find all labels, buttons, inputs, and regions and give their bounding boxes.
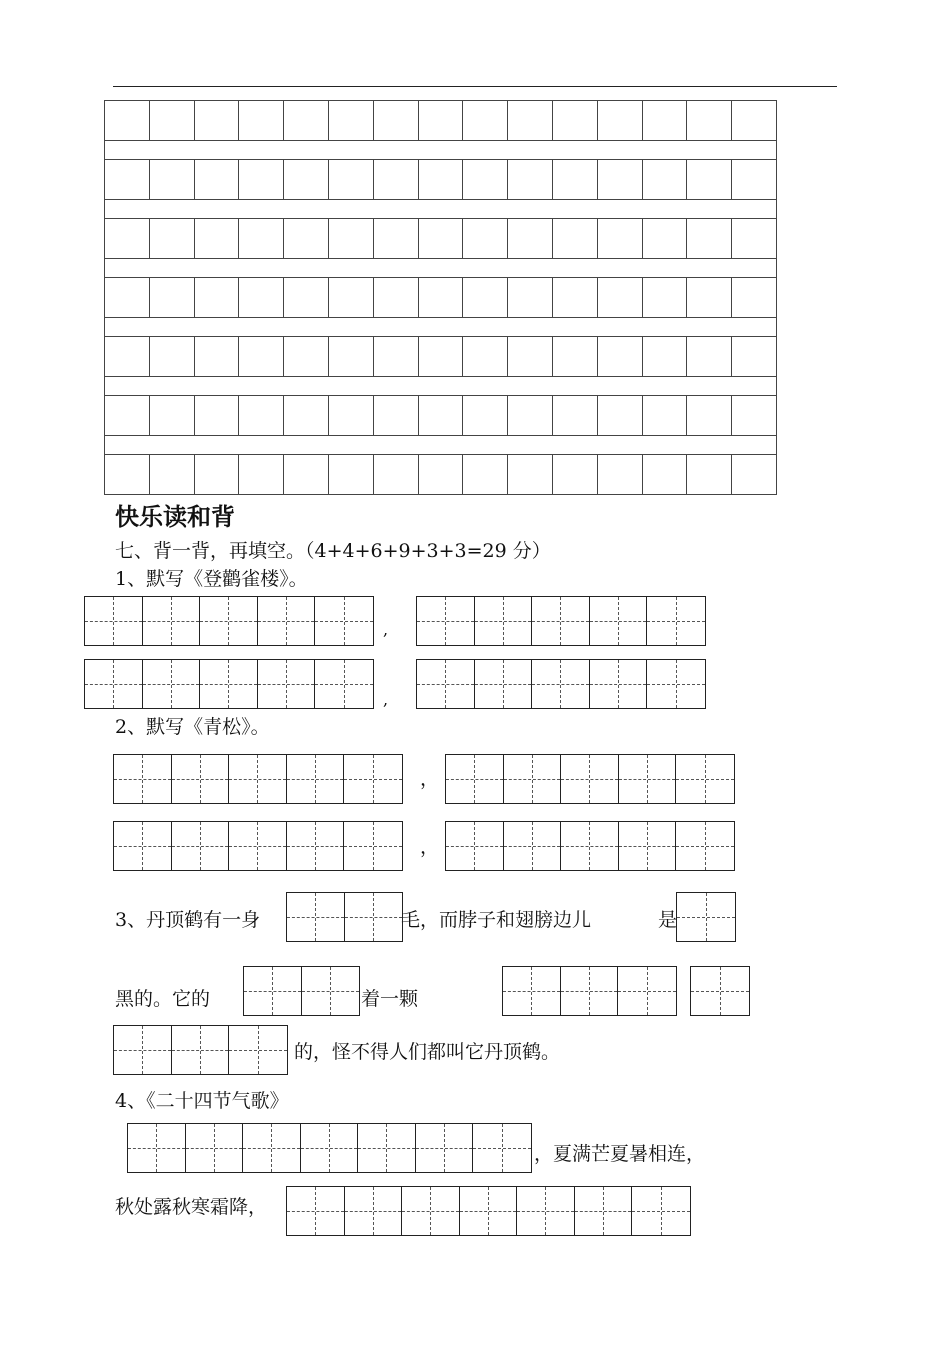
grid-cell[interactable] (553, 278, 598, 317)
q3-text-2: 毛，而脖子和翅膀边儿 (401, 909, 592, 931)
grid-cell[interactable] (329, 160, 374, 199)
answer-box-group[interactable] (286, 1186, 691, 1236)
tian-zi-ge-box[interactable] (229, 822, 287, 870)
grid-cell[interactable] (329, 396, 374, 435)
tian-zi-ge-box[interactable] (172, 822, 230, 870)
tian-zi-ge-box[interactable] (287, 822, 345, 870)
grid-cell[interactable] (687, 396, 732, 435)
grid-cell[interactable] (284, 101, 329, 140)
tian-zi-ge-box[interactable] (315, 660, 373, 708)
grid-cell[interactable] (419, 396, 464, 435)
grid-cell[interactable] (150, 101, 195, 140)
grid-cell[interactable] (329, 101, 374, 140)
tian-zi-ge-box[interactable] (200, 597, 258, 645)
q3-text-1: 3、丹顶鹤有一身 (115, 909, 261, 931)
tian-zi-ge-box[interactable] (503, 967, 561, 1015)
tian-zi-ge-box[interactable] (475, 660, 533, 708)
tian-zi-ge-box[interactable] (619, 822, 677, 870)
tian-zi-ge-box[interactable] (114, 1026, 172, 1074)
tian-zi-ge-box[interactable] (632, 1187, 690, 1235)
grid-cell[interactable] (598, 337, 643, 376)
grid-cell[interactable] (419, 455, 464, 494)
grid-spacer (104, 436, 777, 454)
grid-spacer (104, 141, 777, 159)
grid-cell[interactable] (687, 101, 732, 140)
tian-zi-ge-box[interactable] (590, 597, 648, 645)
tian-zi-ge-box[interactable] (172, 1026, 230, 1074)
answer-box-group[interactable] (84, 659, 374, 709)
grid-cell[interactable] (105, 101, 150, 140)
tian-zi-ge-box[interactable] (532, 597, 590, 645)
grid-cell[interactable] (195, 396, 240, 435)
grid-cell[interactable] (329, 337, 374, 376)
comma-mark: , (383, 620, 389, 639)
grid-cell[interactable] (687, 160, 732, 199)
tian-zi-ge-box[interactable] (473, 1124, 531, 1172)
grid-cell[interactable] (150, 337, 195, 376)
grid-cell[interactable] (687, 337, 732, 376)
grid-cell[interactable] (374, 337, 419, 376)
tian-zi-ge-box[interactable] (229, 1026, 287, 1074)
tian-zi-ge-box[interactable] (561, 967, 619, 1015)
q3-text-5: 着一颗 (361, 988, 419, 1010)
grid-cell[interactable] (105, 396, 150, 435)
tian-zi-ge-box[interactable] (114, 822, 172, 870)
q3-text-6: 的，怪不得人们都叫它丹顶鹤。 (294, 1041, 561, 1063)
tian-zi-ge-box[interactable] (446, 755, 504, 803)
grid-cell[interactable] (284, 337, 329, 376)
tian-zi-ge-box[interactable] (244, 967, 302, 1015)
q4-label: 4、《二十四节气歌》 (115, 1090, 289, 1112)
tian-zi-ge-box[interactable] (345, 893, 403, 941)
grid-cell[interactable] (553, 160, 598, 199)
tian-zi-ge-box[interactable] (475, 597, 533, 645)
grid-cell[interactable] (643, 455, 688, 494)
grid-cell[interactable] (329, 219, 374, 258)
grid-row (104, 336, 777, 377)
tian-zi-ge-box[interactable] (691, 967, 749, 1015)
grid-cell[interactable] (508, 396, 553, 435)
tian-zi-ge-box[interactable] (172, 755, 230, 803)
grid-cell[interactable] (105, 455, 150, 494)
tian-zi-ge-box[interactable] (287, 1187, 345, 1235)
q4-text-1: ，夏满芒夏暑相连， (534, 1143, 706, 1165)
tian-zi-ge-box[interactable] (114, 755, 172, 803)
comma-mark: ， (420, 836, 440, 858)
answer-box-group[interactable] (243, 966, 360, 1016)
grid-cell[interactable] (732, 396, 777, 435)
grid-cell[interactable] (553, 337, 598, 376)
grid-row (104, 218, 777, 259)
tian-zi-ge-box[interactable] (243, 1124, 301, 1172)
answer-box-group[interactable] (416, 596, 706, 646)
tian-zi-ge-box[interactable] (416, 1124, 474, 1172)
grid-cell[interactable] (732, 278, 777, 317)
header-rule (113, 86, 837, 87)
comma-mark: ， (420, 768, 440, 790)
grid-cell[interactable] (598, 219, 643, 258)
tian-zi-ge-box[interactable] (504, 822, 562, 870)
tian-zi-ge-box[interactable] (128, 1124, 186, 1172)
q2-label: 2、默写《青松》。 (115, 716, 270, 738)
grid-cell[interactable] (732, 455, 777, 494)
answer-box-group[interactable] (113, 1025, 288, 1075)
tian-zi-ge-box[interactable] (143, 597, 201, 645)
grid-spacer (104, 200, 777, 218)
grid-cell[interactable] (150, 278, 195, 317)
tian-zi-ge-box[interactable] (677, 893, 735, 941)
tian-zi-ge-box[interactable] (344, 822, 402, 870)
grid-cell[interactable] (643, 160, 688, 199)
tian-zi-ge-box[interactable] (402, 1187, 460, 1235)
q3-text-4: 黑的。它的 (115, 988, 211, 1010)
grid-cell[interactable] (419, 101, 464, 140)
tian-zi-ge-box[interactable] (532, 660, 590, 708)
grid-cell[interactable] (195, 337, 240, 376)
grid-cell[interactable] (463, 278, 508, 317)
grid-spacer (104, 377, 777, 395)
grid-row (104, 277, 777, 318)
grid-cell[interactable] (195, 455, 240, 494)
grid-cell[interactable] (239, 101, 284, 140)
grid-cell[interactable] (508, 101, 553, 140)
grid-cell[interactable] (419, 278, 464, 317)
grid-cell[interactable] (732, 101, 777, 140)
answer-box-group[interactable] (84, 596, 374, 646)
grid-cell[interactable] (150, 219, 195, 258)
tian-zi-ge-box[interactable] (186, 1124, 244, 1172)
grid-cell[interactable] (195, 278, 240, 317)
q1-label: 1、默写《登鹳雀楼》。 (115, 568, 308, 590)
grid-cell[interactable] (463, 160, 508, 199)
grid-cell[interactable] (643, 101, 688, 140)
grid-cell[interactable] (105, 160, 150, 199)
grid-cell[interactable] (687, 455, 732, 494)
grid-cell[interactable] (463, 337, 508, 376)
tian-zi-ge-box[interactable] (561, 755, 619, 803)
section-title: 快乐读和背 (115, 503, 235, 531)
answer-box-group[interactable] (113, 754, 403, 804)
grid-cell[interactable] (463, 396, 508, 435)
grid-cell[interactable] (687, 278, 732, 317)
grid-cell[interactable] (105, 278, 150, 317)
tian-zi-ge-box[interactable] (618, 967, 676, 1015)
answer-box-group[interactable] (502, 966, 677, 1016)
grid-cell[interactable] (284, 219, 329, 258)
grid-cell[interactable] (150, 455, 195, 494)
grid-cell[interactable] (687, 219, 732, 258)
tian-zi-ge-box[interactable] (417, 660, 475, 708)
tian-zi-ge-box[interactable] (575, 1187, 633, 1235)
comma-mark: , (383, 690, 389, 709)
grid-cell[interactable] (508, 337, 553, 376)
q3-text-3: 是 (658, 909, 678, 931)
grid-cell[interactable] (419, 219, 464, 258)
answer-box-group[interactable] (690, 966, 750, 1016)
grid-row (104, 395, 777, 436)
grid-spacer (104, 318, 777, 336)
grid-cell[interactable] (195, 160, 240, 199)
grid-cell[interactable] (239, 219, 284, 258)
answer-box-group[interactable] (676, 892, 736, 942)
grid-cell[interactable] (508, 455, 553, 494)
tian-zi-ge-box[interactable] (358, 1124, 416, 1172)
tian-zi-ge-box[interactable] (287, 755, 345, 803)
grid-cell[interactable] (598, 160, 643, 199)
grid-cell[interactable] (463, 219, 508, 258)
grid-row (104, 454, 777, 495)
grid-spacer (104, 259, 777, 277)
grid-cell[interactable] (239, 396, 284, 435)
grid-row (104, 100, 777, 141)
grid-cell[interactable] (374, 278, 419, 317)
grid-cell[interactable] (553, 219, 598, 258)
tian-zi-ge-box[interactable] (345, 1187, 403, 1235)
grid-cell[interactable] (284, 278, 329, 317)
grid-cell[interactable] (284, 160, 329, 199)
grid-cell[interactable] (284, 455, 329, 494)
grid-cell[interactable] (463, 455, 508, 494)
grid-cell[interactable] (374, 101, 419, 140)
tian-zi-ge-box[interactable] (561, 822, 619, 870)
tian-zi-ge-box[interactable] (590, 660, 648, 708)
grid-cell[interactable] (553, 101, 598, 140)
grid-cell[interactable] (598, 278, 643, 317)
grid-cell[interactable] (195, 101, 240, 140)
grid-cell[interactable] (374, 396, 419, 435)
grid-cell[interactable] (732, 337, 777, 376)
grid-cell[interactable] (374, 160, 419, 199)
tian-zi-ge-box[interactable] (143, 660, 201, 708)
tian-zi-ge-box[interactable] (344, 755, 402, 803)
grid-cell[interactable] (239, 160, 284, 199)
tian-zi-ge-box[interactable] (676, 755, 734, 803)
grid-cell[interactable] (643, 396, 688, 435)
grid-cell[interactable] (374, 219, 419, 258)
grid-cell[interactable] (195, 219, 240, 258)
answer-box-group[interactable] (445, 754, 735, 804)
tian-zi-ge-box[interactable] (301, 1124, 359, 1172)
grid-cell[interactable] (508, 219, 553, 258)
tian-zi-ge-box[interactable] (258, 660, 316, 708)
grid-cell[interactable] (643, 337, 688, 376)
grid-cell[interactable] (508, 278, 553, 317)
tian-zi-ge-box[interactable] (647, 597, 705, 645)
answer-box-group[interactable] (416, 659, 706, 709)
grid-cell[interactable] (239, 455, 284, 494)
grid-cell[interactable] (284, 396, 329, 435)
grid-cell[interactable] (105, 219, 150, 258)
tian-zi-ge-box[interactable] (200, 660, 258, 708)
grid-row (104, 159, 777, 200)
answer-box-group[interactable] (127, 1123, 532, 1173)
tian-zi-ge-box[interactable] (446, 822, 504, 870)
grid-cell[interactable] (374, 455, 419, 494)
tian-zi-ge-box[interactable] (676, 822, 734, 870)
tian-zi-ge-box[interactable] (229, 755, 287, 803)
tian-zi-ge-box[interactable] (647, 660, 705, 708)
grid-cell[interactable] (732, 219, 777, 258)
tian-zi-ge-box[interactable] (85, 660, 143, 708)
answer-box-group[interactable] (445, 821, 735, 871)
grid-cell[interactable] (553, 455, 598, 494)
q4-text-2: 秋处露秋寒霜降， (115, 1196, 268, 1218)
tian-zi-ge-box[interactable] (517, 1187, 575, 1235)
grid-cell[interactable] (419, 337, 464, 376)
grid-cell[interactable] (105, 337, 150, 376)
grid-cell[interactable] (643, 278, 688, 317)
tian-zi-ge-box[interactable] (287, 893, 345, 941)
grid-cell[interactable] (150, 160, 195, 199)
grid-cell[interactable] (150, 396, 195, 435)
grid-cell[interactable] (329, 455, 374, 494)
grid-cell[interactable] (329, 278, 374, 317)
tian-zi-ge-box[interactable] (460, 1187, 518, 1235)
grid-cell[interactable] (463, 101, 508, 140)
grid-cell[interactable] (239, 278, 284, 317)
grid-cell[interactable] (598, 396, 643, 435)
question-header: 七、背一背，再填空。（4+4+6+9+3+3=29 分） (115, 540, 551, 562)
grid-cell[interactable] (508, 160, 553, 199)
grid-cell[interactable] (598, 455, 643, 494)
grid-cell[interactable] (553, 396, 598, 435)
grid-cell[interactable] (419, 160, 464, 199)
answer-box-group[interactable] (113, 821, 403, 871)
grid-cell[interactable] (732, 160, 777, 199)
answer-box-group[interactable] (286, 892, 403, 942)
tian-zi-ge-box[interactable] (258, 597, 316, 645)
grid-cell[interactable] (239, 337, 284, 376)
tian-zi-ge-box[interactable] (504, 755, 562, 803)
tian-zi-ge-box[interactable] (315, 597, 373, 645)
grid-cell[interactable] (598, 101, 643, 140)
grid-cell[interactable] (643, 219, 688, 258)
tian-zi-ge-box[interactable] (619, 755, 677, 803)
tian-zi-ge-box[interactable] (302, 967, 360, 1015)
tian-zi-ge-box[interactable] (417, 597, 475, 645)
tian-zi-ge-box[interactable] (85, 597, 143, 645)
